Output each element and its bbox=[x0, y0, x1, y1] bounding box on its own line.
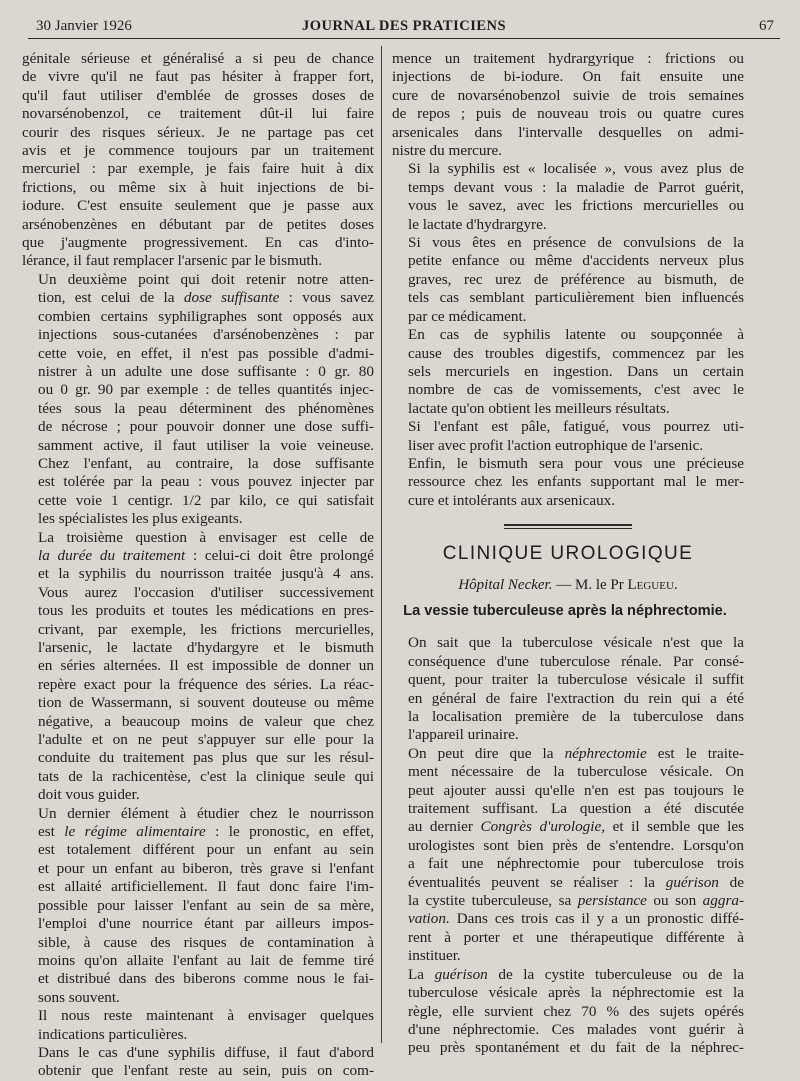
text-line: combien certains syphiligraphes sont opposés aux bbox=[38, 307, 374, 325]
paragraph bbox=[22, 1007, 374, 1044]
text-line: vation. Dans ces trois cas il y a un pronostic diffé- bbox=[408, 910, 744, 928]
text-line: lérance, il faut remplacer l'arsenic par le bismuth. bbox=[22, 252, 323, 270]
text-line: En cas de syphilis latente ou soupçonnée à bbox=[408, 326, 744, 344]
text-line: qu'il faut utiliser d'emblée de grosses doses de bbox=[22, 86, 374, 104]
text-line: tion, est celui de la dose suffisante : vous savez bbox=[38, 289, 374, 307]
text-line: nistrer à un adulte une dose suffisante : 0 gr. 80 bbox=[38, 362, 374, 380]
text-line: mercuriel : par exemple, je fais faire huit à dix bbox=[22, 160, 374, 178]
text-line: doit vous guider. bbox=[38, 786, 140, 804]
text-line: tous les produits et toutes les médications en pres- bbox=[38, 602, 374, 620]
text-line: cette voie 1 centigr. 1/2 par kilo, ce qui satisfait bbox=[38, 491, 374, 509]
text-line: l'arsenic, le lactate d'hydargyre et le bismuth bbox=[38, 639, 374, 656]
text-line: en général de faire l'extraction du rein qui a été bbox=[408, 689, 744, 707]
text-line: injections de bi-iodure. On fait ensuite une bbox=[392, 68, 744, 86]
text-line: par ce médicament. bbox=[408, 307, 527, 325]
text-line: liser avec profit l'action eutrophique de l'arsenic. bbox=[408, 436, 704, 454]
text-line: Un dernier élément à étudier chez le nourrisson bbox=[38, 804, 374, 822]
page-number: 67 bbox=[759, 18, 774, 34]
text-line: est allaité artificiellement. Il faut donc faire l'im- bbox=[38, 878, 374, 896]
paragraph bbox=[22, 1044, 374, 1081]
text-line: indications particulières. bbox=[38, 1025, 188, 1043]
text-line: Si la syphilis est « localisée », vous avez plus de bbox=[408, 160, 744, 178]
text-line: mence un traitement hydrargyrique : frictions ou bbox=[392, 50, 744, 67]
text-line: génitale sérieuse et généralisé a si peu de chance bbox=[22, 50, 374, 67]
text-line: Dans le cas d'une syphilis diffuse, il faut d'abord bbox=[38, 1043, 374, 1061]
text-line: de repos ; puis de nouveau trois ou quatre cures bbox=[392, 105, 744, 123]
text-line: graves, rec urez de préférence au bismuth, de bbox=[408, 270, 744, 288]
text-line: que j'augmente progressivement. En cas d'into- bbox=[22, 234, 374, 252]
text-line: sels mercuriels en ingestion. Dans un certain bbox=[408, 362, 744, 380]
text-line: tion de Wassermann, si souvent douteuse ou même bbox=[38, 694, 374, 712]
text-line: Enfin, le bismuth sera pour vous une précieuse bbox=[408, 454, 744, 472]
text-line: vous le savez, avec les frictions mercurielles ou bbox=[408, 197, 744, 215]
text-line: nombre de cas de vomissements, c'est avec le bbox=[408, 381, 744, 399]
header-rule bbox=[28, 38, 780, 39]
text-line: Il nous reste maintenant à envisager quelques bbox=[38, 1007, 374, 1025]
left-column bbox=[22, 50, 374, 1081]
text-line: lactate qu'on obtient les meilleurs résultats. bbox=[408, 399, 670, 417]
text-line: l'adulte et on ne peut s'appuyer sur elle pour la bbox=[38, 731, 374, 749]
text-line: et distribué dans des biberons comme nous le fai- bbox=[38, 970, 374, 988]
text-line: conséquence d'une tuberculose rénale. Par consé- bbox=[408, 652, 744, 670]
paragraph bbox=[392, 966, 744, 1058]
paragraph bbox=[22, 805, 374, 1007]
text-line: le lactate d'hydrargyre. bbox=[408, 215, 547, 233]
text-line: sible, à cause des risques de contamination à bbox=[38, 933, 374, 951]
text-line: obtenir que l'enfant reste au sein, puis on com- bbox=[38, 1062, 374, 1080]
text-line: sons souvent. bbox=[38, 988, 120, 1006]
hospital-attribution: — M. le Pr bbox=[552, 576, 628, 593]
text-line: l'emploi d'une nourrice étant par ailleurs impos- bbox=[38, 915, 374, 933]
text-line: petite enfance ou même d'accidents nerveux plus bbox=[408, 252, 744, 270]
text-line: La troisième question à envisager est celle de bbox=[38, 528, 374, 546]
paragraph bbox=[22, 529, 374, 805]
text-line: et la syphilis du nourrisson traitée jusqu'à 4 ans. bbox=[38, 565, 374, 583]
column-divider bbox=[381, 46, 382, 1043]
text-line: frictions, ou même six à huit injections de bi- bbox=[22, 178, 374, 196]
text-line: peu près spontanément et du fait de la néphrec- bbox=[408, 1039, 744, 1057]
text-line: ment nécessaire de la tuberculose vésicale. On bbox=[408, 763, 744, 781]
paragraph bbox=[392, 418, 744, 455]
journal-title: JOURNAL DES PRATICIENS bbox=[301, 18, 507, 34]
text-line: en séries alternées. Il est impossible de donner un bbox=[38, 657, 374, 675]
text-line: règle, elle survient chez 70 % des sujets opérés bbox=[408, 1002, 744, 1020]
text-line: nistre du mercure. bbox=[392, 142, 503, 160]
text-line: négative, a beaucoup moins de valeur que chez bbox=[38, 712, 374, 730]
paragraph bbox=[22, 271, 374, 529]
text-line: est totalement différent pour un enfant au sein bbox=[38, 841, 374, 859]
text-line: peut ajouter aussi qu'elle n'en est pas toujours le bbox=[408, 781, 744, 799]
text-line: Vous aurez l'occasion d'utiliser successivement bbox=[38, 583, 374, 601]
text-line: au dernier Congrès d'urologie, et il semble que les bbox=[408, 818, 744, 836]
text-line: possible pour laisser l'enfant au sein de sa mère, bbox=[38, 896, 374, 914]
text-line: et pour un enfant au biberon, très grave si l'enfant bbox=[38, 859, 374, 877]
text-line: cette voie, en effet, il n'est pas possible d'admi- bbox=[38, 344, 374, 362]
text-line: arsénobenzènes en débutant par de petites doses bbox=[22, 215, 374, 233]
article-title: La vessie tuberculeuse après la néphrectomie. bbox=[403, 602, 727, 619]
text-line: est tolérée par la peau : vous pouvez injecter par bbox=[38, 473, 374, 491]
text-line: On peut dire que la néphrectomie est le traite- bbox=[408, 744, 744, 762]
text-line: repère exact pour la fréquence des séries. La réac- bbox=[38, 675, 374, 693]
text-line: d'une néphrectomie. Ces malades vont guérir à bbox=[408, 1020, 744, 1038]
paragraph bbox=[392, 160, 744, 234]
text-line: La guérison de la cystite tuberculeuse ou de la bbox=[408, 965, 744, 983]
text-line: tées sous la peau déterminent des phénomènes bbox=[38, 399, 374, 417]
text-line: Si vous êtes en présence de convulsions de la bbox=[408, 234, 744, 252]
right-column bbox=[392, 50, 744, 1058]
text-line: est le régime alimentaire : le pronostic, en effet, bbox=[38, 823, 374, 841]
rubric-heading: CLINIQUE UROLOGIQUE bbox=[442, 543, 694, 565]
section-separator bbox=[392, 524, 744, 529]
text-line: éventualités peuvent se réaliser : la guérison de bbox=[408, 873, 744, 891]
text-line: crivant, par exemple, les frictions mercurielles, bbox=[38, 620, 374, 638]
hospital-name: Hôpital Necker. bbox=[458, 576, 553, 593]
hospital-line bbox=[392, 576, 744, 594]
text-line: urologistes sont bien près de s'entendre. Lorsqu'on bbox=[408, 836, 744, 854]
paragraph bbox=[392, 455, 744, 510]
text-line: l'appareil urinaire. bbox=[408, 726, 519, 744]
paragraph bbox=[392, 745, 744, 966]
text-line: moins qu'on allaite l'enfant au lait de femme tiré bbox=[38, 951, 374, 969]
paragraph bbox=[392, 234, 744, 326]
text-line: la durée du traitement : celui-ci doit être prolongé bbox=[38, 546, 374, 564]
text-line: On sait que la tuberculose vésicale n'est que la bbox=[408, 634, 744, 652]
paragraph bbox=[392, 326, 744, 418]
text-line: ressource chez les enfants supportant mal le mer- bbox=[408, 473, 744, 491]
text-line: avis et je commence toujours par un traitement bbox=[22, 142, 374, 160]
text-line: quent, pour traiter la tuberculose vésicale il suffit bbox=[408, 671, 744, 689]
text-line: temps devant vous : la maladie de Parrot guérit, bbox=[408, 178, 744, 196]
text-line: cure et intolérants aux arsenicaux. bbox=[408, 491, 616, 509]
text-line: de nécrose ; pour pouvoir donner une dose suffi- bbox=[38, 418, 374, 436]
text-line: cure de novarsénobenzol suivie de trois semaines bbox=[392, 86, 744, 104]
text-line: rent à porter et une thérapeutique différente à bbox=[408, 928, 744, 946]
text-line: Un deuxième point qui doit retenir notre atten- bbox=[38, 270, 374, 288]
text-line: tels cas semblant particulièrement bien influencés bbox=[408, 289, 744, 307]
paragraph bbox=[392, 634, 744, 744]
text-line: samment active, il faut utiliser la voie veineuse. bbox=[38, 436, 374, 454]
author-name: Legueu. bbox=[627, 576, 678, 593]
text-line: a fait une néphrectomie pour tuberculose trois bbox=[408, 855, 744, 873]
text-line: injections sous-cutanées d'arsénobenzènes : par bbox=[38, 326, 374, 344]
text-line: tats de la rachicentèse, c'est la clinique seule qui bbox=[38, 767, 374, 785]
text-line: arsenicales dans l'intervalle desquelles on admi- bbox=[392, 123, 744, 141]
text-line: novarsénobenzol, ce traitement dût-il lui faire bbox=[22, 105, 374, 123]
page-header bbox=[28, 14, 780, 38]
text-line: conduite du traitement pas plus que sur les résul- bbox=[38, 749, 374, 767]
text-line: courir des risques sérieux. Je ne partage pas cet bbox=[22, 123, 374, 141]
text-line: la localisation première de la tuberculose dans bbox=[408, 708, 744, 725]
text-line: les spécialistes les plus exigeants. bbox=[38, 510, 243, 528]
text-line: ou 0 gr. 90 par exemple : de telles quantités injec- bbox=[38, 381, 374, 399]
text-line: la cystite tuberculeuse, sa persistance ou son aggra- bbox=[408, 892, 744, 910]
text-line: Chez l'enfant, au contraire, la dose suffisante bbox=[38, 454, 374, 472]
text-line: de vivre qu'il ne faut pas hésiter à frapper fort, bbox=[22, 68, 374, 86]
text-line: traitement suffisant. La question a été discutée bbox=[408, 800, 744, 818]
paragraph bbox=[392, 50, 744, 160]
text-line: cause des troubles digestifs, commencez par les bbox=[408, 344, 744, 362]
issue-date: 30 Janvier 1926 bbox=[36, 18, 132, 34]
paragraph bbox=[22, 50, 374, 271]
text-line: iodure. C'est ensuite seulement que je passe aux bbox=[22, 197, 374, 215]
text-line: Si l'enfant est pâle, fatigué, vous pourrez uti- bbox=[408, 418, 744, 436]
text-line: tuberculose vésicale après la néphrectomie est la bbox=[408, 984, 744, 1002]
text-line: instituer. bbox=[408, 947, 461, 965]
